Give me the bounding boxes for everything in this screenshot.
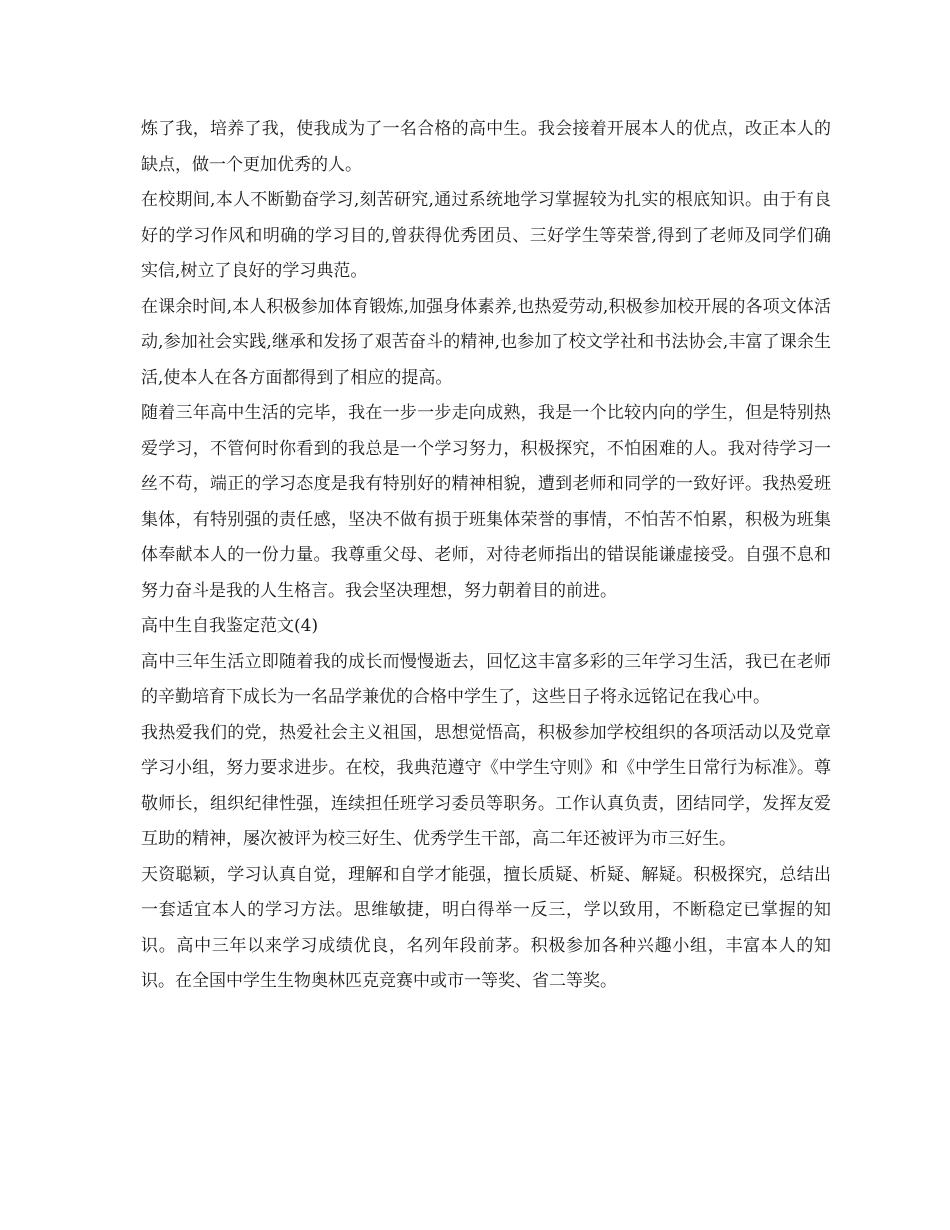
section-heading: 高中生自我鉴定范文(4) — [141, 616, 319, 636]
paragraph: 我热爱我们的党，热爱社会主义祖国，思想觉悟高，积极参加学校组织的各项活动以及党章学习小组，努力要求进步。在校，我典范遵守《中学生守则》和《中学生日常行为标准》。尊敬师长，组织纪律性强，连续担任班学习委员等职务。工作认真负责，团结同学，发挥友爱互助的精神，屡次被评为校三好生、优秀学生干部，高二年还被评为市三好生。 — [141, 722, 831, 849]
document-body — [141, 112, 831, 1000]
paragraph: 在校期间,本人不断勤奋学习,刻苦研究,通过系统地学习掌握较为扎实的根底知识。由于有良好的学习作风和明确的学习目的,曾获得优秀团员、三好学生等荣誉,得到了老师及同学们确实信,树立了良好的学习典范。 — [141, 190, 831, 281]
paragraph: 天资聪颖，学习认真自觉，理解和自学才能强，擅长质疑、析疑、解疑。积极探究，总结出一套适宜本人的学习方法。思维敏捷，明白得举一反三，学以致用，不断稳定已掌握的知识。高中三年以来学习成绩优良，名列年段前茅。积极参加各种兴趣小组，丰富本人的知识。在全国中学生生物奥林匹克竞赛中或市一等奖、省二等奖。 — [141, 864, 831, 991]
paragraph: 高中三年生活立即随着我的成长而慢慢逝去，回忆这丰富多彩的三年学习生活，我已在老师的辛勤培育下成长为一名品学兼优的合格中学生了，这些日子将永远铭记在我心中。 — [141, 651, 831, 707]
paragraph: 炼了我，培养了我，使我成为了一名合格的高中生。我会接着开展本人的优点，改正本人的缺点，做一个更加优秀的人。 — [141, 119, 831, 175]
paragraph: 随着三年高中生活的完毕，我在一步一步走向成熟，我是一个比较内向的学生，但是特别热爱学习，不管何时你看到的我总是一个学习努力，积极探究，不怕困难的人。我对待学习一丝不苟，端正的学习态度是我有特别好的精神相貌，遭到老师和同学的一致好评。我热爱班集体，有特别强的责任感，坚决不做有损于班集体荣誉的事情，不怕苦不怕累，积极为班集体奉献本人的一份力量。我尊重父母、老师，对待老师指出的错误能谦虚接受。自强不息和努力奋斗是我的人生格言。我会坚决理想，努力朝着目的前进。 — [141, 403, 831, 601]
paragraph: 在课余时间,本人积极参加体育锻炼,加强身体素养,也热爱劳动,积极参加校开展的各项文体活动,参加社会实践,继承和发扬了艰苦奋斗的精神,也参加了校文学社和书法协会,丰富了课余生活,使本人在各方面都得到了相应的提高。 — [141, 296, 831, 388]
